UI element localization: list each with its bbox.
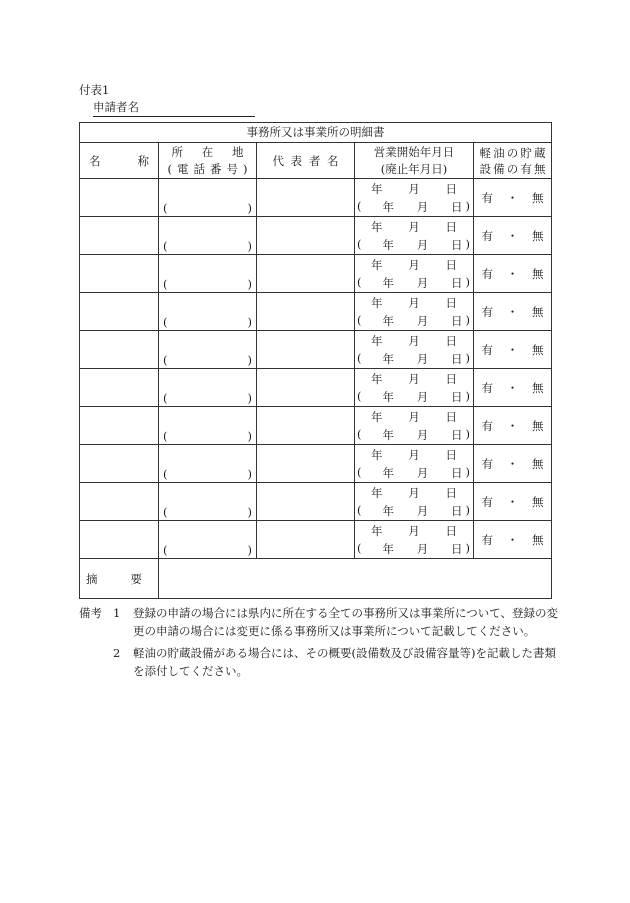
location-cell[interactable] bbox=[159, 179, 257, 217]
start-date-line: 年 月 日 bbox=[371, 372, 457, 386]
date-cell[interactable] bbox=[355, 293, 474, 331]
header-phone: ( 電 話 番 号 ) bbox=[167, 161, 248, 176]
name-cell[interactable] bbox=[80, 369, 159, 407]
applicant-name-field[interactable] bbox=[93, 99, 255, 117]
name-cell[interactable] bbox=[80, 483, 159, 521]
location-cell[interactable] bbox=[159, 369, 257, 407]
notes-label: 備考 bbox=[79, 606, 102, 620]
end-date-line: ( 年 月 日 ) bbox=[357, 275, 470, 290]
table-row bbox=[80, 369, 552, 407]
start-date-line: 年 月 日 bbox=[371, 448, 457, 462]
phone-parens: ( ) bbox=[163, 315, 252, 329]
phone-parens: ( ) bbox=[163, 201, 252, 215]
table-row bbox=[80, 255, 552, 293]
yes-no-choice: 有 ・ 無 bbox=[481, 456, 544, 471]
phone-parens: ( ) bbox=[163, 543, 252, 557]
start-date-line: 年 月 日 bbox=[371, 410, 457, 424]
yes-no-choice: 有 ・ 無 bbox=[481, 304, 544, 319]
representative-cell[interactable] bbox=[257, 179, 355, 217]
table-row bbox=[80, 293, 552, 331]
representative-cell[interactable] bbox=[257, 331, 355, 369]
fuel-storage-cell[interactable] bbox=[474, 179, 552, 217]
phone-parens: ( ) bbox=[163, 277, 252, 291]
name-cell[interactable] bbox=[80, 521, 159, 559]
fuel-storage-cell[interactable] bbox=[474, 331, 552, 369]
name-cell[interactable] bbox=[80, 179, 159, 217]
representative-cell[interactable] bbox=[257, 407, 355, 445]
representative-cell[interactable] bbox=[257, 217, 355, 255]
date-cell[interactable] bbox=[355, 217, 474, 255]
name-cell[interactable] bbox=[80, 217, 159, 255]
location-cell[interactable] bbox=[159, 407, 257, 445]
location-cell[interactable] bbox=[159, 445, 257, 483]
start-date-line: 年 月 日 bbox=[371, 220, 457, 234]
representative-cell[interactable] bbox=[257, 293, 355, 331]
end-date-line: ( 年 月 日 ) bbox=[357, 389, 470, 404]
phone-parens: ( ) bbox=[163, 239, 252, 253]
fuel-storage-cell[interactable] bbox=[474, 483, 552, 521]
location-cell[interactable] bbox=[159, 217, 257, 255]
date-cell[interactable] bbox=[355, 331, 474, 369]
date-cell[interactable] bbox=[355, 483, 474, 521]
yes-no-choice: 有 ・ 無 bbox=[481, 190, 544, 205]
yes-no-choice: 有 ・ 無 bbox=[481, 228, 544, 243]
name-cell[interactable] bbox=[80, 255, 159, 293]
yes-no-choice: 有 ・ 無 bbox=[481, 342, 544, 357]
fuel-storage-cell[interactable] bbox=[474, 293, 552, 331]
note-item-2: 2 軽油の貯蔵設備がある場合には、その概要(設備数及び設備容量等)を記載した書類を添付してください。 bbox=[113, 646, 556, 678]
note-item-1: 備考 1 登録の申請の場合には県内に所在する全ての事務所又は事業所について、登録の変更の申請の場合には変更に係る事務所又は事業所について記載してください。 bbox=[79, 606, 559, 638]
yes-no-choice: 有 ・ 無 bbox=[481, 418, 544, 433]
location-cell[interactable] bbox=[159, 255, 257, 293]
end-date-line: ( 年 月 日 ) bbox=[357, 199, 470, 214]
remarks-label: 摘 要 bbox=[80, 559, 159, 599]
end-date-line: ( 年 月 日 ) bbox=[357, 541, 470, 556]
header-end-date: (廃止年月日) bbox=[380, 161, 448, 176]
end-date-line: ( 年 月 日 ) bbox=[357, 237, 470, 252]
phone-parens: ( ) bbox=[163, 467, 252, 481]
date-cell[interactable] bbox=[355, 255, 474, 293]
location-cell[interactable] bbox=[159, 521, 257, 559]
representative-cell[interactable] bbox=[257, 483, 355, 521]
location-cell[interactable] bbox=[159, 331, 257, 369]
phone-parens: ( ) bbox=[163, 353, 252, 367]
document-label: 付表1 bbox=[79, 83, 110, 97]
office-detail-table bbox=[79, 122, 552, 599]
fuel-storage-cell[interactable] bbox=[474, 445, 552, 483]
representative-cell[interactable] bbox=[257, 445, 355, 483]
name-cell[interactable] bbox=[80, 331, 159, 369]
name-cell[interactable] bbox=[80, 293, 159, 331]
table-row bbox=[80, 407, 552, 445]
table-row bbox=[80, 445, 552, 483]
table-row bbox=[80, 331, 552, 369]
yes-no-choice: 有 ・ 無 bbox=[481, 532, 544, 547]
header-location: 所 在 地 ( 電 話 番 号 ) bbox=[159, 143, 257, 179]
end-date-line: ( 年 月 日 ) bbox=[357, 503, 470, 518]
yes-no-choice: 有 ・ 無 bbox=[481, 380, 544, 395]
representative-cell[interactable] bbox=[257, 521, 355, 559]
notes-section bbox=[79, 604, 559, 680]
start-date-line: 年 月 日 bbox=[371, 486, 457, 500]
fuel-storage-cell[interactable] bbox=[474, 407, 552, 445]
fuel-storage-cell[interactable] bbox=[474, 217, 552, 255]
table-row bbox=[80, 521, 552, 559]
yes-no-choice: 有 ・ 無 bbox=[481, 494, 544, 509]
header-representative: 代 表 者 名 bbox=[257, 143, 355, 179]
location-cell[interactable] bbox=[159, 483, 257, 521]
table-caption: 事務所又は事業所の明細書 bbox=[80, 123, 552, 143]
header-start-date: 営業開始年月日 bbox=[373, 144, 455, 159]
end-date-line: ( 年 月 日 ) bbox=[357, 351, 470, 366]
end-date-line: ( 年 月 日 ) bbox=[357, 465, 470, 480]
start-date-line: 年 月 日 bbox=[371, 296, 457, 310]
phone-parens: ( ) bbox=[163, 391, 252, 405]
start-date-line: 年 月 日 bbox=[371, 258, 457, 272]
date-cell[interactable] bbox=[355, 445, 474, 483]
fuel-storage-cell[interactable] bbox=[474, 369, 552, 407]
applicant-name-label: 申請者名 bbox=[93, 100, 139, 114]
remarks-field[interactable] bbox=[159, 559, 552, 599]
table-row bbox=[80, 217, 552, 255]
start-date-line: 年 月 日 bbox=[371, 334, 457, 348]
end-date-line: ( 年 月 日 ) bbox=[357, 313, 470, 328]
fuel-storage-cell[interactable] bbox=[474, 521, 552, 559]
date-cell[interactable] bbox=[355, 369, 474, 407]
phone-parens: ( ) bbox=[163, 505, 252, 519]
header-dates bbox=[355, 143, 474, 179]
fuel-storage-cell[interactable] bbox=[474, 255, 552, 293]
representative-cell[interactable] bbox=[257, 369, 355, 407]
date-cell[interactable] bbox=[355, 407, 474, 445]
end-date-line: ( 年 月 日 ) bbox=[357, 427, 470, 442]
location-cell[interactable] bbox=[159, 293, 257, 331]
name-cell[interactable] bbox=[80, 407, 159, 445]
header-name: 名 称 bbox=[80, 143, 159, 179]
header-fuel-storage: 軽 油 の 貯 蔵 設 備 の 有 無 bbox=[474, 143, 552, 179]
phone-parens: ( ) bbox=[163, 429, 252, 443]
yes-no-choice: 有 ・ 無 bbox=[481, 266, 544, 281]
start-date-line: 年 月 日 bbox=[371, 182, 457, 196]
table-row bbox=[80, 179, 552, 217]
date-cell[interactable] bbox=[355, 521, 474, 559]
name-cell[interactable] bbox=[80, 445, 159, 483]
table-row bbox=[80, 483, 552, 521]
start-date-line: 年 月 日 bbox=[371, 524, 457, 538]
date-cell[interactable] bbox=[355, 179, 474, 217]
representative-cell[interactable] bbox=[257, 255, 355, 293]
